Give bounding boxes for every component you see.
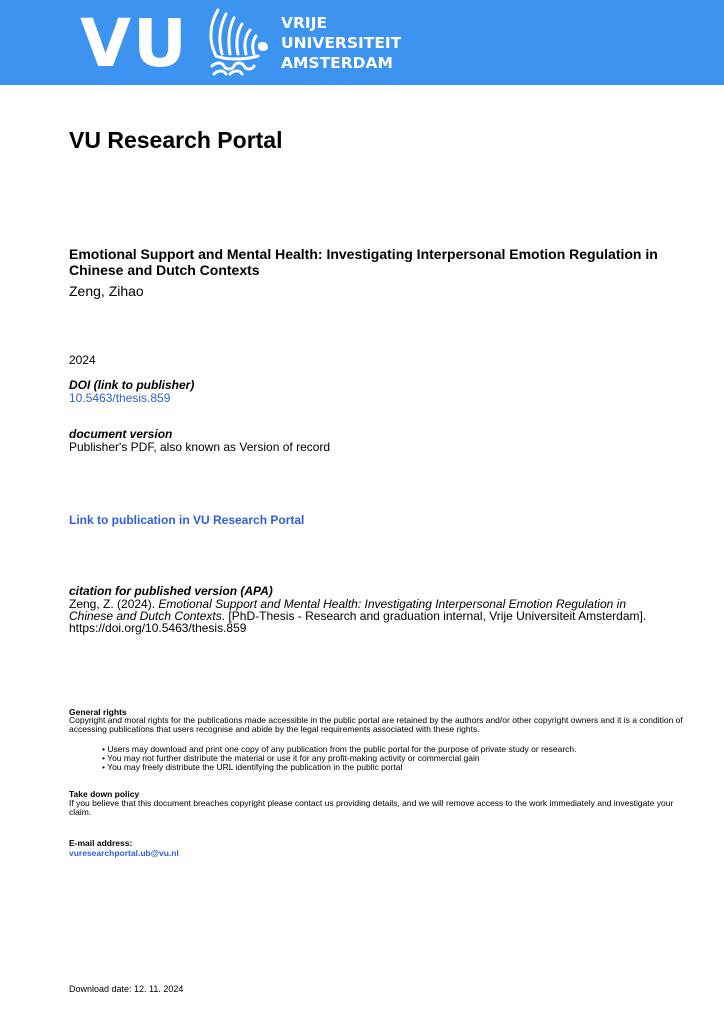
take-down-text: If you believe that this document breaches copyright please contact us providing details, and we will remove access to the work immediately and investigate your claim. xyxy=(69,798,674,817)
document-version-value: Publisher's PDF, also known as Version of record xyxy=(69,440,331,454)
publication-author: Zeng, Zihao xyxy=(69,283,144,299)
publication-portal-link[interactable]: Link to publication in VU Research Portal xyxy=(69,513,305,527)
logo-line-2: UNIVERSITEIT xyxy=(281,34,402,52)
list-item: • You may freely distribute the URL identifying the publication in the public portal xyxy=(102,762,403,772)
general-rights-text: Copyright and moral rights for the publications made accessible in the public portal are retained by the authors and/or other copyright owners and it is a condition of accessing publications that users recognise and abide by the legal requirements associated with these rights. xyxy=(69,715,683,734)
general-rights-heading: General rights xyxy=(69,707,127,717)
doi-label: DOI (link to publisher) xyxy=(69,378,195,392)
logo-line-3: AMSTERDAM xyxy=(281,54,393,72)
publication-title: Emotional Support and Mental Health: Investigating Interpersonal Emotion Regulation in Chinese and Dutch Contexts xyxy=(69,246,658,278)
griffin-logo-icon xyxy=(196,4,272,80)
take-down-heading: Take down policy xyxy=(69,789,140,799)
logo-line-1: VRIJE xyxy=(281,14,328,32)
logo-vu-initials: VU xyxy=(80,5,189,82)
email-heading: E-mail address: xyxy=(69,838,133,848)
doi-link[interactable]: 10.5463/thesis.859 xyxy=(69,391,171,405)
list-item: • Users may download and print one copy of any publication from the public portal for the purpose of private study or research. xyxy=(102,744,577,754)
download-date: Download date: 12. 11. 2024 xyxy=(69,984,184,994)
citation-title: Emotional Support and Mental Health: Investigating Interpersonal Emotion Regulation in Chinese and Dutch Contexts xyxy=(69,597,626,623)
email-link[interactable]: vuresearchportal.ub@vu.nl xyxy=(69,848,179,858)
portal-title: VU Research Portal xyxy=(69,127,283,153)
citation-prefix: Zeng, Z. (2024). xyxy=(69,597,159,611)
general-rights-list xyxy=(102,745,577,772)
citation-label: citation for published version (APA) xyxy=(69,584,273,598)
citation-text xyxy=(69,598,669,634)
list-item: • You may not further distribute the material or use it for any profit-making activity or commercial gain xyxy=(102,753,480,763)
header-banner xyxy=(0,0,724,85)
citation-suffix: . [PhD-Thesis - Research and graduation internal, Vrije Universiteit Amsterdam]. https://doi.org/10.5463/thesis.859 xyxy=(69,609,647,635)
document-version-label: document version xyxy=(69,427,173,441)
publication-year: 2024 xyxy=(69,353,96,367)
logo-university-name xyxy=(281,13,401,73)
